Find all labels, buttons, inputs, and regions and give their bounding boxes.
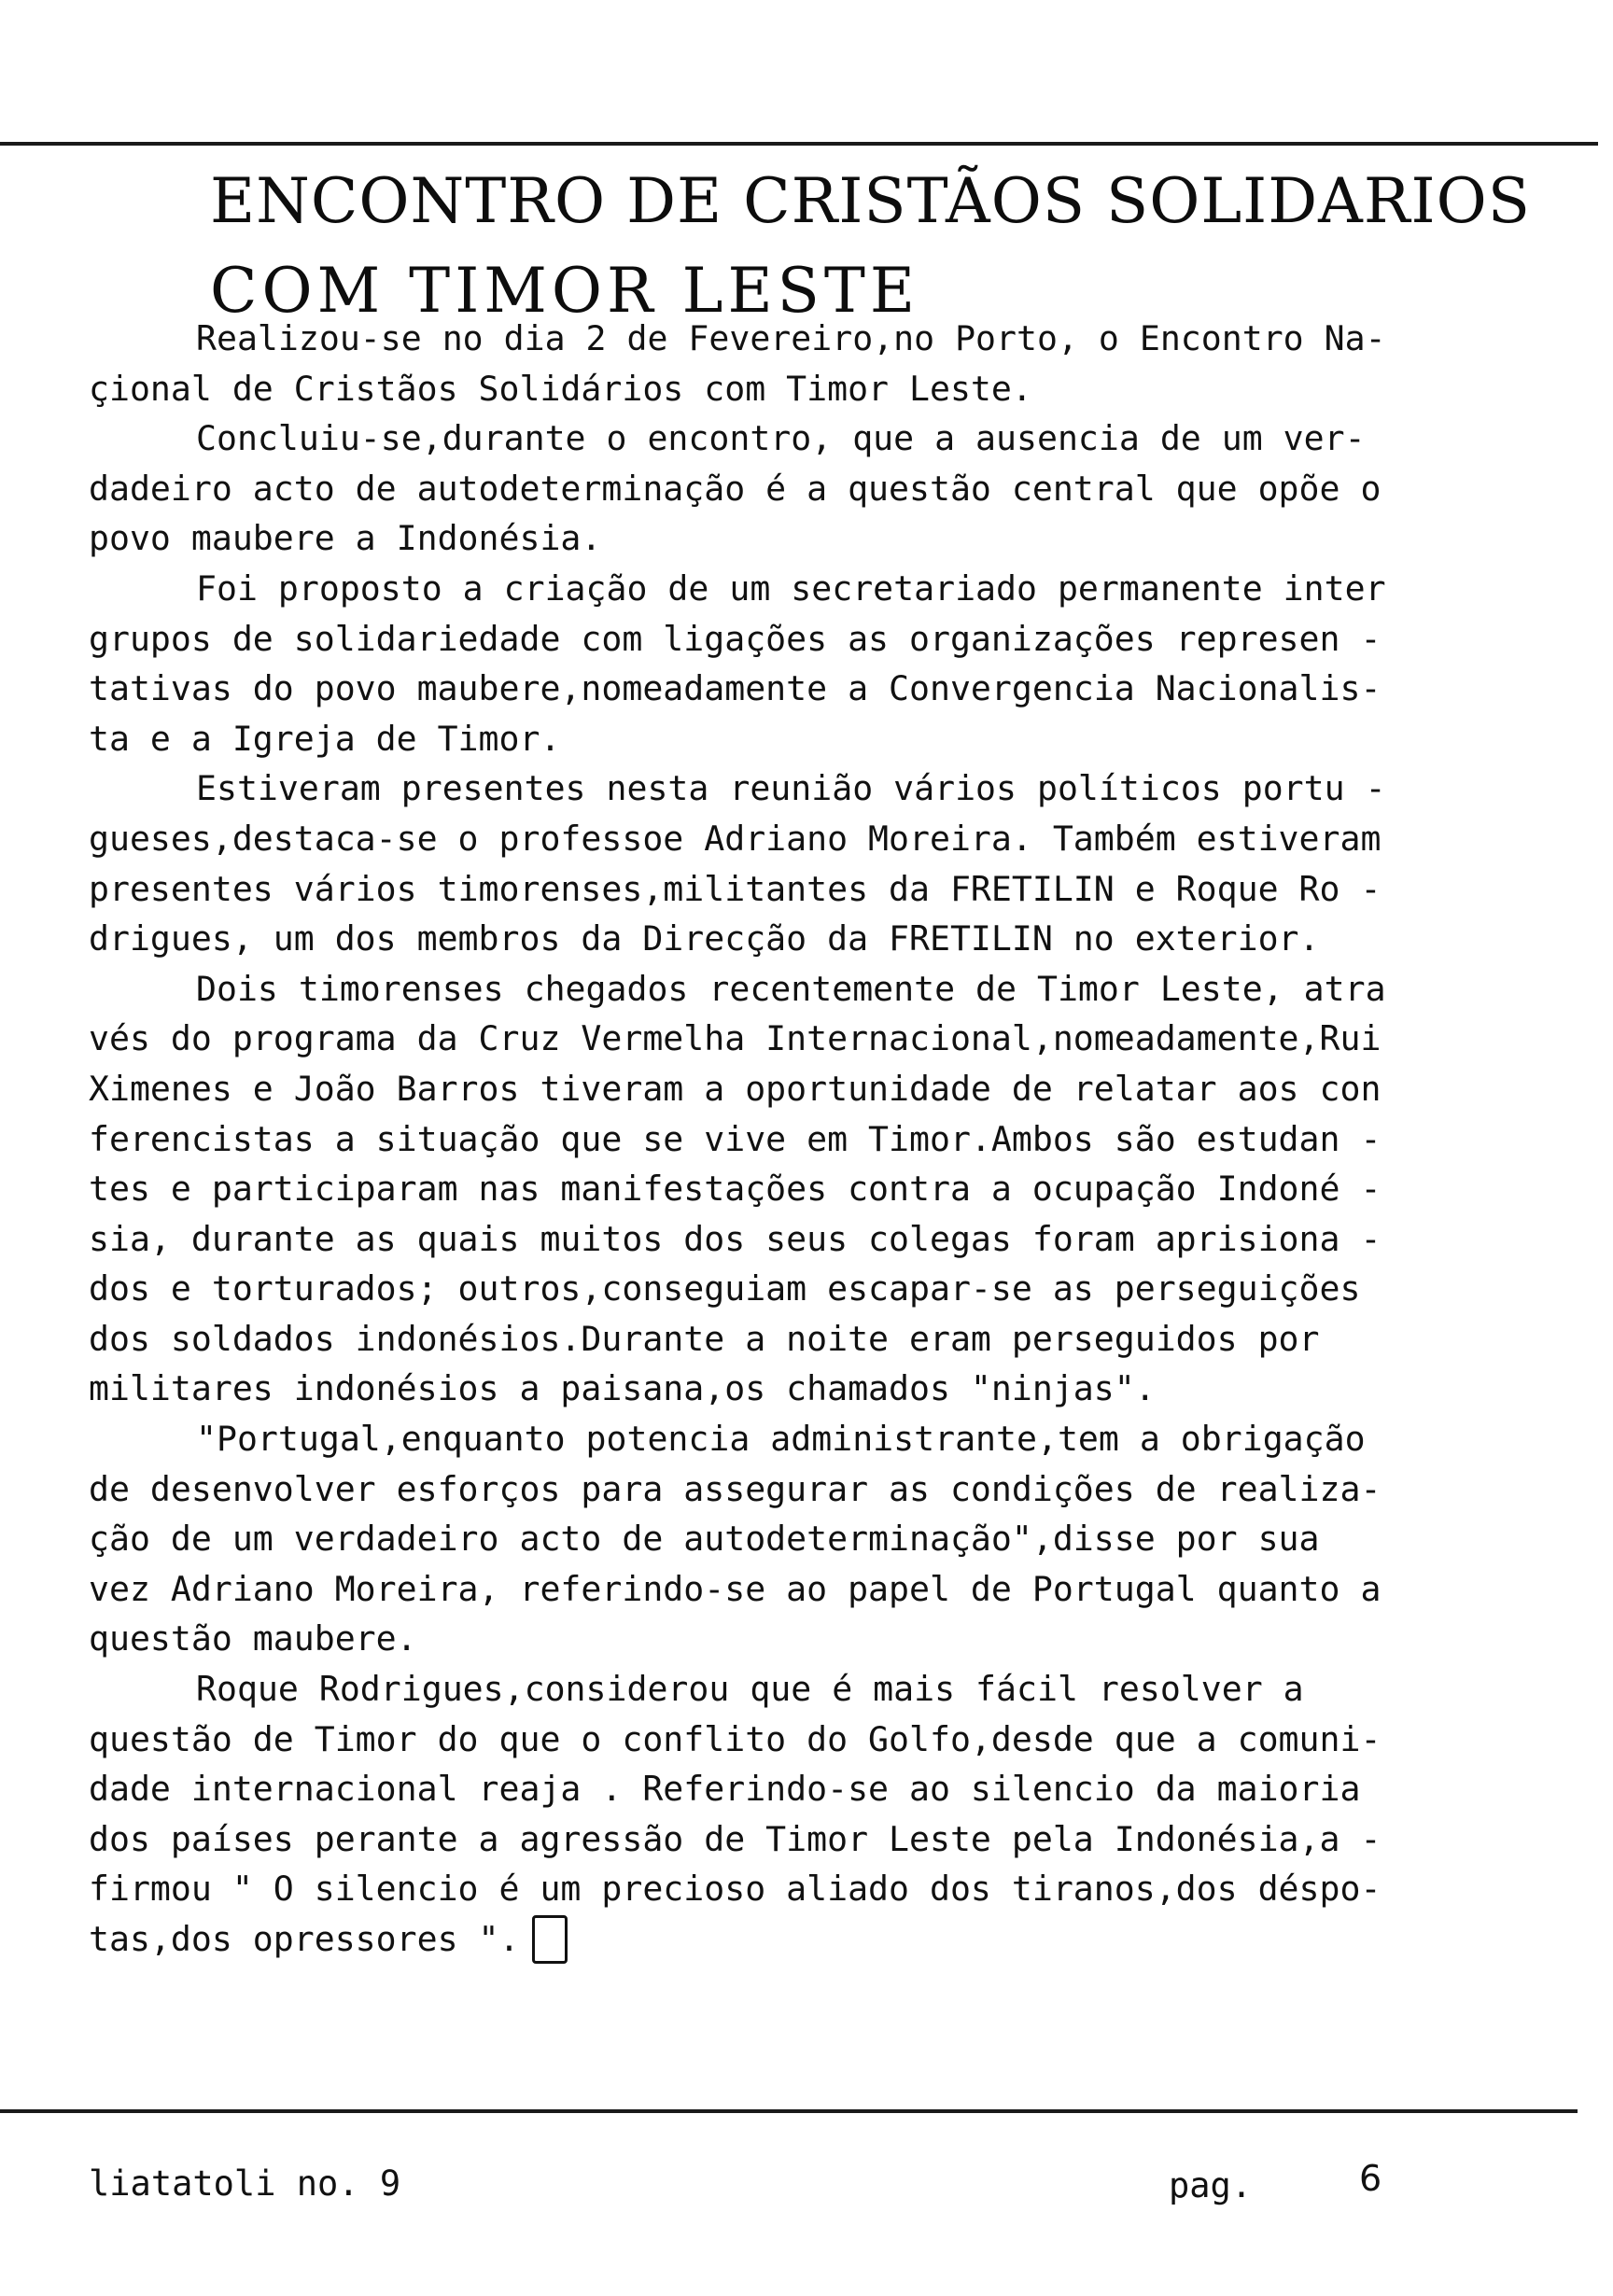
page-label: pag. — [1169, 2165, 1253, 2205]
text-line — [89, 864, 1480, 915]
article-paragraph — [89, 1664, 1480, 1965]
page-number: 6 — [1359, 2158, 1382, 2199]
article-paragraph — [89, 413, 1480, 564]
text-line-content: vés do programa da Cruz Vermelha Internacional,nomeadamente,Rui — [89, 1018, 1382, 1059]
text-line — [89, 513, 1480, 564]
text-line-content: de desenvolver esforços para assegurar as condições de realiza- — [89, 1468, 1382, 1509]
text-line-content: ta e a Igreja de Timor. — [89, 718, 561, 759]
text-line — [89, 1114, 1480, 1165]
text-line-content: Dois timorenses chegados recentemente de Timor Leste, atra — [196, 968, 1386, 1009]
text-line — [89, 1164, 1480, 1214]
text-line — [89, 1715, 1480, 1765]
top-rule — [0, 142, 1598, 146]
text-line — [89, 1364, 1480, 1414]
text-line-content: drigues, um dos membros da Direcção da FRETILIN no exterior. — [89, 918, 1320, 959]
text-line — [89, 1414, 1480, 1464]
text-line — [89, 964, 1480, 1015]
text-line-content: sia, durante as quais muitos dos seus colegas foram aprisiona - — [89, 1218, 1382, 1259]
text-line-content: "Portugal,enquanto potencia administrante,tem a obrigação — [196, 1419, 1366, 1460]
text-line — [89, 564, 1480, 614]
text-line-content: tativas do povo maubere,nomeadamente a Convergencia Nacionalis- — [89, 668, 1382, 709]
article-title — [210, 157, 1531, 336]
text-line-content: presentes vários timorenses,militantes da FRETILIN e Roque Ro - — [89, 868, 1382, 909]
article-paragraph — [89, 1414, 1480, 1664]
bottom-rule — [0, 2109, 1578, 2113]
article-paragraph — [89, 314, 1480, 413]
text-line — [89, 413, 1480, 464]
article-body — [89, 314, 1480, 1965]
text-line — [89, 464, 1480, 514]
text-line — [89, 1564, 1480, 1615]
text-line — [89, 364, 1480, 414]
text-line — [89, 914, 1480, 964]
publication-name: liatatoli no. 9 — [89, 2163, 401, 2204]
text-line — [89, 1864, 1480, 1914]
text-line — [89, 814, 1480, 864]
text-line-content: povo maubere a Indonésia. — [89, 518, 602, 559]
text-line — [89, 1614, 1480, 1664]
text-line — [89, 1314, 1480, 1365]
article-paragraph — [89, 964, 1480, 1414]
text-line-content: Ximenes e João Barros tiveram a oportunidade de relatar aos con — [89, 1068, 1382, 1109]
text-line — [89, 1514, 1480, 1564]
title-line-2: COM TIMOR LESTE — [210, 255, 920, 327]
text-line — [89, 714, 1480, 764]
text-line-content: Estiveram presentes nesta reunião vários políticos portu - — [196, 768, 1386, 809]
text-line-content: tas,dos opressores ". — [89, 1919, 520, 1959]
text-line — [89, 1664, 1480, 1715]
text-line-content: dadeiro acto de autodeterminação é a questão central que opõe o — [89, 468, 1382, 509]
text-line — [89, 614, 1480, 665]
text-line-content: dos e torturados; outros,conseguiam escapar-se as perseguições — [89, 1268, 1361, 1309]
text-line-content: grupos de solidariedade com ligações as organizações represen - — [89, 618, 1382, 659]
text-line-content: Foi proposto a criação de um secretariado permanente inter — [196, 567, 1386, 609]
text-line-content: çional de Cristãos Solidários com Timor Leste. — [89, 368, 1032, 409]
text-line-content: militares indonésios a paisana,os chamados "ninjas". — [89, 1368, 1156, 1409]
text-line-content: ção de um verdadeiro acto de autodeterminação",disse por sua — [89, 1519, 1320, 1560]
article-paragraph — [89, 564, 1480, 763]
text-line-content: firmou " O silencio é um precioso aliado dos tiranos,dos déspo- — [89, 1869, 1382, 1910]
article-paragraph — [89, 763, 1480, 963]
text-line-content: dade internacional reaja . Referindo-se ao silencio da maioria — [89, 1769, 1361, 1810]
text-line-content: questão maubere. — [89, 1618, 417, 1659]
text-line-content: vez Adriano Moreira, referindo-se ao papel de Portugal quanto a — [89, 1568, 1382, 1609]
text-line-content: dos soldados indonésios.Durante a noite eram perseguidos por — [89, 1318, 1320, 1359]
title-line-1: ENCONTRO DE CRISTÃOS SOLIDARIOS — [210, 165, 1531, 237]
end-of-article-box-icon — [532, 1915, 568, 1964]
text-line-content: Realizou-se no dia 2 de Fevereiro,no Porto, o Encontro Na- — [196, 318, 1386, 358]
text-line — [89, 314, 1480, 364]
text-line — [89, 1464, 1480, 1515]
text-line-content: Concluiu-se,durante o encontro, que a ausencia de um ver- — [196, 418, 1366, 459]
text-line — [89, 664, 1480, 714]
text-line — [89, 763, 1480, 814]
text-line-content: Roque Rodrigues,considerou que é mais fácil resolver a — [196, 1669, 1304, 1710]
text-line — [89, 1014, 1480, 1064]
text-line-content: tes e participaram nas manifestações contra a ocupação Indoné - — [89, 1169, 1382, 1210]
text-line — [89, 1264, 1480, 1314]
text-line-content: gueses,destaca-se o professoe Adriano Moreira. Também estiveram — [89, 818, 1382, 859]
text-line-content: questão de Timor do que o conflito do Golfo,desde que a comuni- — [89, 1718, 1382, 1759]
text-line — [89, 1764, 1480, 1814]
text-line-content: dos países perante a agressão de Timor Leste pela Indonésia,a - — [89, 1818, 1382, 1859]
text-line — [89, 1214, 1480, 1265]
text-line — [89, 1914, 1480, 1965]
text-line — [89, 1814, 1480, 1865]
text-line-content: ferencistas a situação que se vive em Timor.Ambos são estudan - — [89, 1118, 1382, 1159]
text-line — [89, 1064, 1480, 1114]
